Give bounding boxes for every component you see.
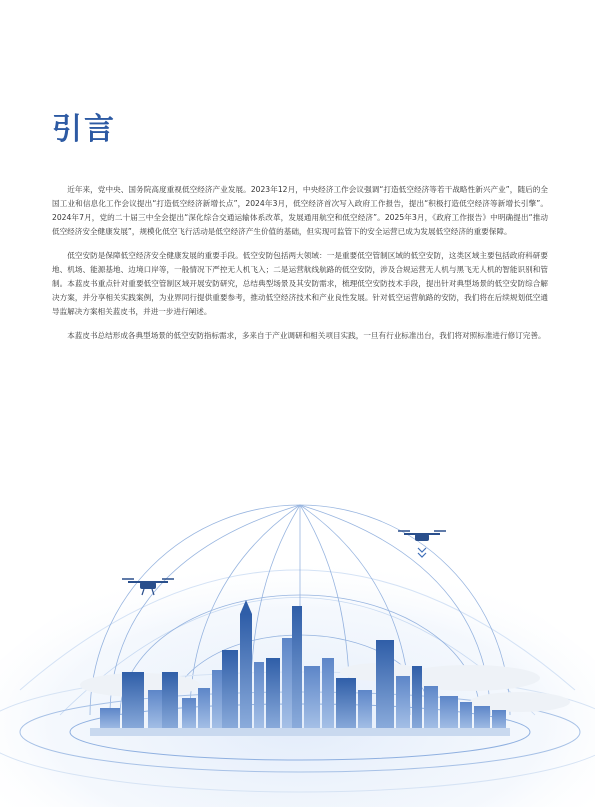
city-dome-illustration — [0, 440, 595, 807]
paragraph-3: 本蓝皮书总结形成各典型场景的低空安防指标需求，多来自于产业调研和相关项目实践，一旦有行业标准出台，我们将对照标准进行修订完善。 — [67, 331, 546, 340]
paragraph-2: 低空安防是保障低空经济安全健康发展的重要手段。低空安防包括两大领域：一是重要低空管制区域的低空安防，这类区域主要包括政府科研要地、机场、能源基地、边境口岸等，一般情况下严控无人机飞入；二是运营航线航路的低空安防，涉及合规运营无人机与黑飞无人机的智能识别和管制。本蓝皮书重点针对重要低空管制区域开展安防研究，总结典型场景及其安防需求，梳理低空安防技术手段，提出针对典型场景的低空安防综合解决方案，并分享相关实践案例，为业界同行提供重要参考，推动低空经济技术和产业良性发展。针对低空运营航路的安防，我们将在后续规划低空通导监解决方案相关蓝皮书，并进一步进行阐述。 — [52, 251, 548, 316]
paragraph-1: 近年来，党中央、国务院高度重视低空经济产业发展。2023年12月，中央经济工作会议强调“打造低空经济等若干战略性新兴产业”，随后的全国工业和信息化工作会议提出“打造低空经济新增长点”，2024年3月，低空经济首次写入政府工作报告，提出“积极打造低空经济等新增长引擎”。2024年7月，党的二十届三中全会提出“深化综合交通运输体系改革，发展通用航空和低空经济”。2025年3月，《政府工作报告》中明确提出“推动低空经济安全健康发展”，规模化低空飞行活动是低空经济产生价值的基础，但实现可监管下的安全运营已成为发展低空经济的重要保障。 — [52, 185, 548, 236]
body-text — [52, 183, 548, 353]
page-title: 引言 — [52, 112, 116, 147]
